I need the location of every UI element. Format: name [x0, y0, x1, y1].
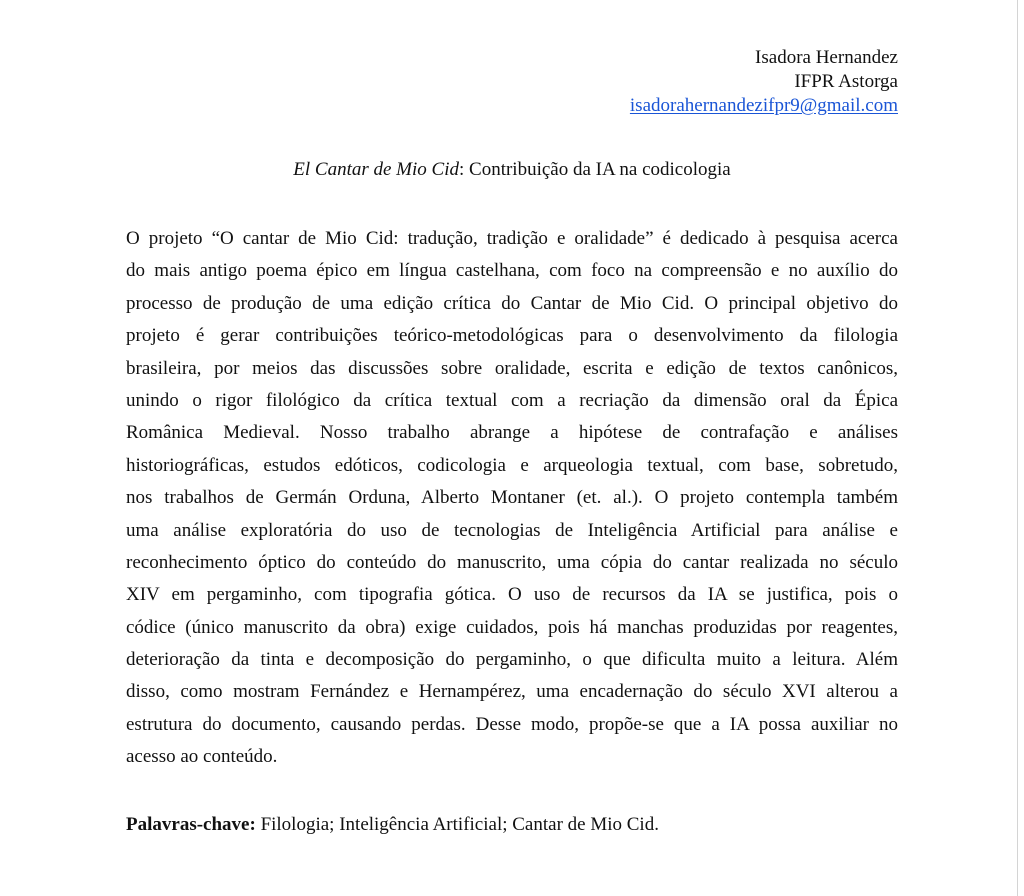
page-edge-divider	[1017, 0, 1018, 896]
author-email-link[interactable]: isadorahernandezifpr9@gmail.com	[629, 95, 898, 116]
author-affiliation: IFPR Astorga	[794, 71, 898, 92]
abstract-line: unindo o rigor filológico da crítica textual com a recriação da dimensão oral da Épica	[126, 389, 898, 411]
keywords-label: Palavras-chave:	[126, 814, 256, 835]
abstract-line: do mais antigo poema épico em língua castelhana, com foco na compreensão e no auxílio do	[126, 260, 898, 282]
abstract-line: projeto é gerar contribuições teórico-metodológicas para o desenvolvimento da filologia	[126, 325, 898, 347]
keywords-line	[126, 813, 659, 837]
author-name: Isadora Hernandez	[755, 47, 898, 68]
author-block	[630, 46, 898, 118]
abstract-line: XIV em pergaminho, com tipografia gótica. O uso de recursos da IA se justifica, pois o	[126, 584, 898, 606]
keywords-text: Filologia; Inteligência Artificial; Cantar de Mio Cid.	[255, 814, 659, 835]
abstract-line: códice (único manuscrito da obra) exige cuidados, pois há manchas produzidas por reagentes,	[126, 616, 898, 638]
title-rest: : Contribuição da IA na codicologia	[459, 159, 731, 180]
document-title	[0, 158, 1024, 182]
title-italic: El Cantar de Mio Cid	[293, 159, 459, 180]
abstract-line: O projeto “O cantar de Mio Cid: tradução, tradição e oralidade” é dedicado à pesquisa acerca	[126, 228, 898, 249]
abstract-line: Românica Medieval. Nosso trabalho abrange a hipótese de contrafação e análises	[126, 422, 898, 444]
abstract-line: disso, como mostram Fernández e Hernampérez, uma encadernação do século XVI alterou a	[126, 681, 898, 703]
abstract-line: historiográficas, estudos edóticos, codicologia e arqueologia textual, com base, sobretudo,	[126, 454, 898, 476]
abstract-line: estrutura do documento, causando perdas. Desse modo, propõe-se que a IA possa auxiliar no	[126, 713, 898, 735]
abstract-line: nos trabalhos de Germán Orduna, Alberto Montaner (et. al.). O projeto contempla também	[126, 487, 898, 509]
abstract-line: acesso ao conteúdo.	[126, 746, 278, 768]
abstract-line: reconhecimento óptico do conteúdo do manuscrito, uma cópia do cantar realizada no século	[126, 551, 898, 573]
abstract-paragraph	[126, 223, 898, 774]
abstract-line: uma análise exploratória do uso de tecnologias de Inteligência Artificial para análise e	[126, 519, 898, 541]
abstract-line: deterioração da tinta e decomposição do pergaminho, o que dificulta muito a leitura. Além	[126, 649, 898, 671]
abstract-line: processo de produção de uma edição crítica do Cantar de Mio Cid. O principal objetivo do	[126, 292, 898, 314]
abstract-line: brasileira, por meios das discussões sobre oralidade, escrita e edição de textos canônicos,	[126, 357, 898, 379]
